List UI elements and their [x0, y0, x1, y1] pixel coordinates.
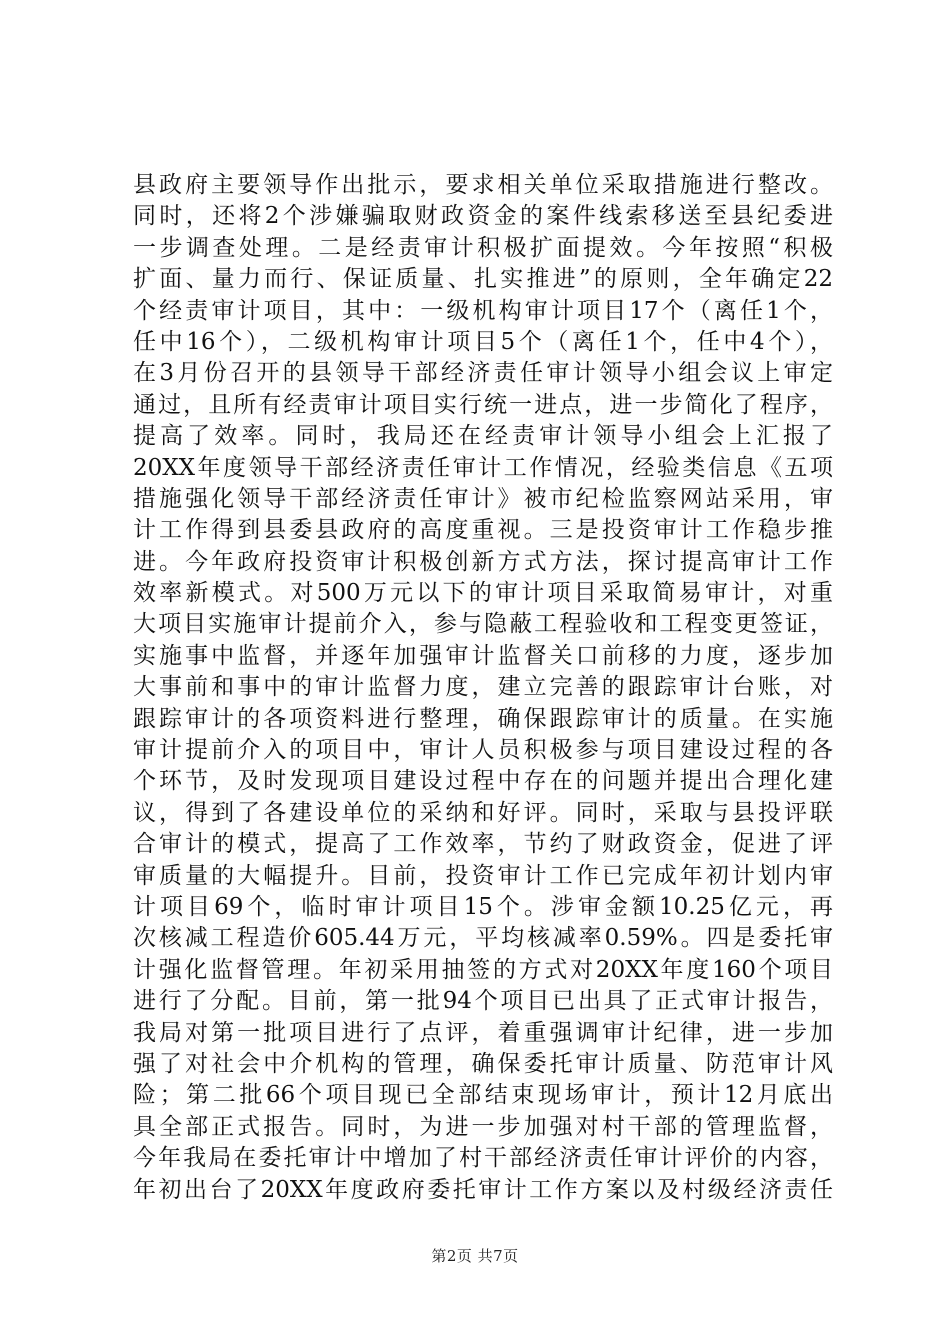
- text-line: 审计提前介入的项目中，审计人员积极参与项目建设过程的各: [133, 737, 833, 764]
- text-line: 在3月份召开的县领导干部经济责任审计领导小组会议上审定: [133, 360, 833, 387]
- text-line: 大事前和事中的审计监督力度，建立完善的跟踪审计台账，对: [133, 674, 833, 701]
- text-line: 任中16个），二级机构审计项目5个（离任1个，任中4个），: [133, 328, 833, 355]
- text-line: 县政府主要领导作出批示，要求相关单位采取措施进行整改。: [133, 172, 833, 198]
- text-line: 险；第二批66个项目现已全部结束现场审计，预计12月底出: [133, 1082, 833, 1109]
- text-line: 审质量的大幅提升。目前，投资审计工作已完成年初计划内审: [133, 862, 833, 889]
- text-line: 具全部正式报告。同时，为进一步加强对村干部的管理监督，: [133, 1113, 833, 1140]
- text-line: 合审计的模式，提高了工作效率，节约了财政资金，促进了评: [133, 831, 833, 858]
- body-paragraph: [133, 170, 833, 1206]
- text-line: 个经责审计项目，其中：一级机构审计项目17个（离任1个，: [133, 297, 833, 324]
- text-line: 强了对社会中介机构的管理，确保委托审计质量、防范审计风: [133, 1050, 833, 1077]
- page-footer: 第2页 共7页: [431, 1247, 519, 1265]
- text-line: 同时，还将2个涉嫌骗取财政资金的案件线索移送至县纪委进: [133, 203, 833, 230]
- text-line: 实施事中监督，并逐年加强审计监督关口前移的力度，逐步加: [133, 642, 833, 669]
- text-line: 措施强化领导干部经济责任审计》被市纪检监察网站采用，审: [133, 485, 833, 512]
- text-line: 今年我局在委托审计中增加了村干部经济责任审计评价的内容，: [133, 1145, 833, 1172]
- text-line: 20XX年度领导干部经济责任审计工作情况，经验类信息《五项: [133, 454, 833, 481]
- text-line: 一步调查处理。二是经责审计积极扩面提效。今年按照“积极: [133, 234, 833, 261]
- text-line: 跟踪审计的各项资料进行整理，确保跟踪审计的质量。在实施: [133, 705, 833, 732]
- text-line: 进行了分配。目前，第一批94个项目已出具了正式审计报告，: [133, 988, 833, 1015]
- text-line: 个环节，及时发现项目建设过程中存在的问题并提出合理化建: [133, 768, 833, 795]
- text-line: 计强化监督管理。年初采用抽签的方式对20XX年度160个项目: [133, 956, 833, 983]
- text-line: 大项目实施审计提前介入，参与隐蔽工程验收和工程变更签证，: [133, 611, 833, 638]
- text-line: 提高了效率。同时，我局还在经责审计领导小组会上汇报了: [133, 423, 833, 450]
- text-line: 年初出台了20XX年度政府委托审计工作方案以及村级经济责任: [133, 1176, 833, 1203]
- text-line: 计项目69个，临时审计项目15个。涉审金额10.25亿元，再: [133, 893, 833, 920]
- text-line: 次核减工程造价605.44万元，平均核减率0.59%。四是委托审: [133, 925, 833, 952]
- text-line: 进。今年政府投资审计积极创新方式方法，探讨提高审计工作: [133, 548, 833, 575]
- text-line: 通过，且所有经责审计项目实行统一进点，进一步简化了程序，: [133, 391, 833, 418]
- text-line: 议，得到了各建设单位的采纳和好评。同时，采取与县投评联: [133, 799, 833, 826]
- text-line: 计工作得到县委县政府的高度重视。三是投资审计工作稳步推: [133, 517, 833, 544]
- text-line: 效率新模式。对500万元以下的审计项目采取简易审计，对重: [133, 580, 833, 607]
- text-line: 我局对第一批项目进行了点评，着重强调审计纪律，进一步加: [133, 1019, 833, 1046]
- text-line: 扩面、量力而行、保证质量、扎实推进”的原则，全年确定22: [133, 266, 833, 293]
